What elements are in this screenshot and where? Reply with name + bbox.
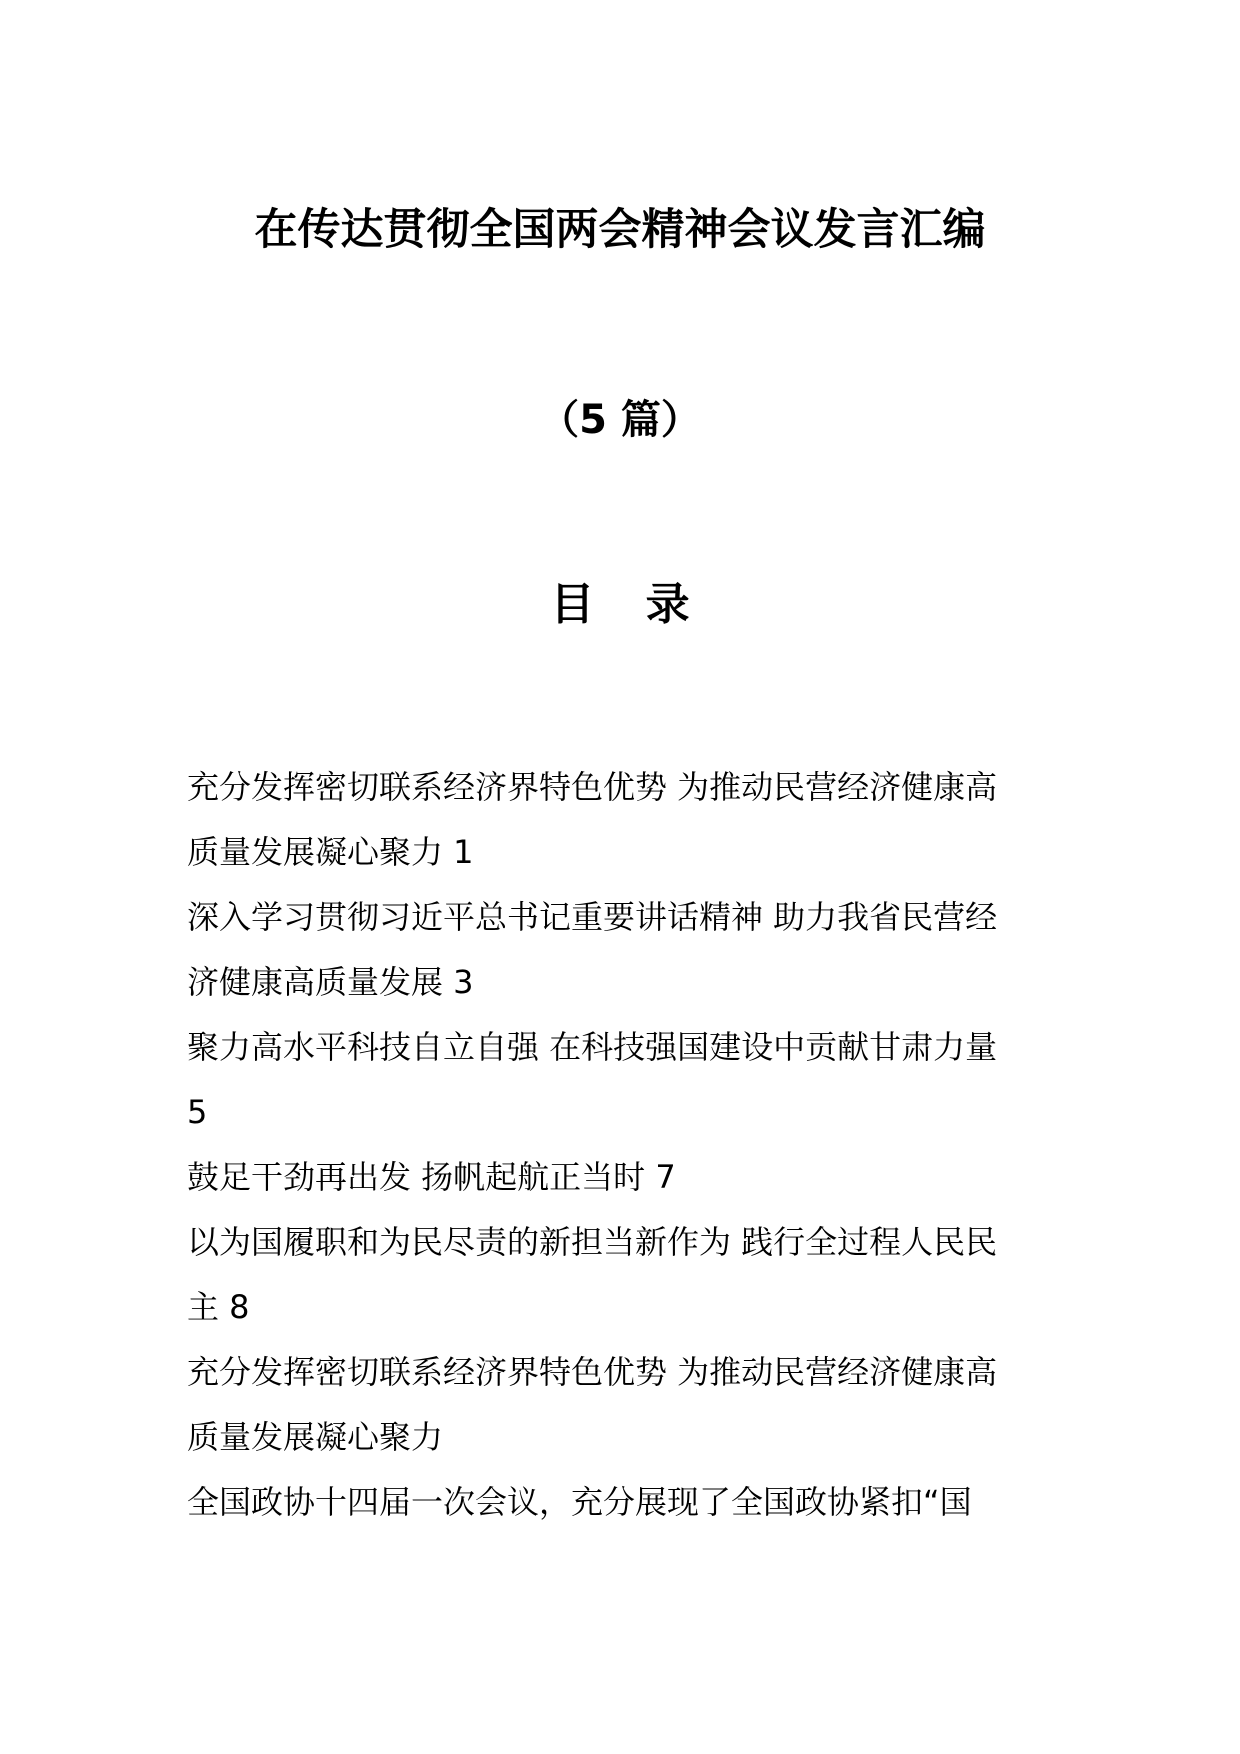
- toc-entry-1-line-1[interactable]: 充分发挥密切联系经济界特色优势 为推动民营经济健康高: [187, 768, 998, 806]
- toc-entry-3-line-1[interactable]: 聚力高水平科技自立自强 在科技强国建设中贡献甘肃力量: [187, 1028, 998, 1066]
- toc-entry-4-line-1[interactable]: 鼓足干劲再出发 扬帆起航正当时 7: [187, 1158, 676, 1196]
- toc-entry-5-line-2[interactable]: 主 8: [187, 1288, 250, 1326]
- toc-heading: 目 录: [550, 579, 708, 630]
- toc-entry-3-line-2[interactable]: 5: [187, 1093, 208, 1131]
- document-title: 在传达贯彻全国两会精神会议发言汇编: [254, 205, 986, 255]
- toc-body: [187, 755, 1067, 1535]
- article-heading-line-2: 质量发展凝心聚力: [187, 1418, 444, 1456]
- toc-entry-2-line-1[interactable]: 深入学习贯彻习近平总书记重要讲话精神 助力我省民营经: [187, 898, 998, 936]
- toc-entry-1-line-2[interactable]: 质量发展凝心聚力 1: [187, 833, 474, 871]
- article-heading-line-1: 充分发挥密切联系经济界特色优势 为推动民营经济健康高: [187, 1353, 998, 1391]
- toc-entry-2-line-2[interactable]: 济健康高质量发展 3: [187, 963, 474, 1001]
- toc-entry-5-line-1[interactable]: 以为国履职和为民尽责的新担当新作为 践行全过程人民民: [187, 1223, 998, 1261]
- article-body-line-1: 全国政协十四届一次会议，充分展现了全国政协紧扣“国: [187, 1483, 972, 1521]
- document-subtitle: （5 篇）: [539, 397, 701, 443]
